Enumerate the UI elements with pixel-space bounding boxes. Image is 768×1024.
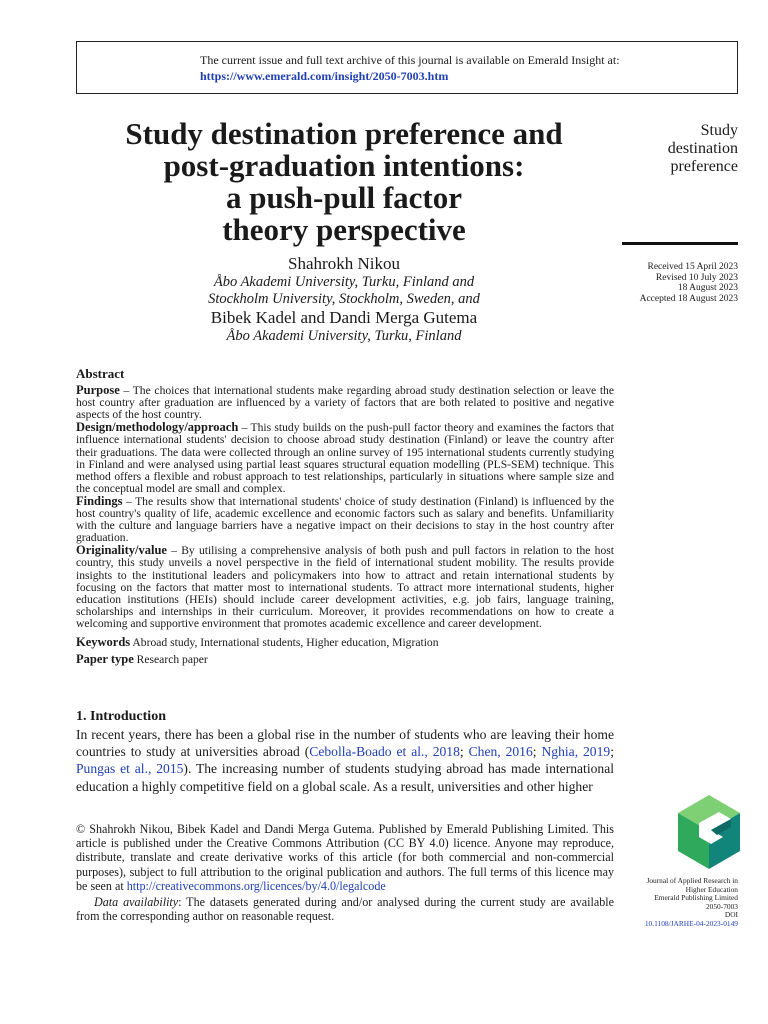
author-name: Bibek Kadel and Dandi Merga Gutema [210,308,478,327]
introduction-heading: 1. Introduction [76,709,166,724]
introduction-section [76,708,614,795]
archive-notice [200,52,620,84]
citation-link[interactable]: Nghia, 2019 [541,744,611,760]
intro-text: ). The increasing number of students studying abroad has made international education a highly competitive field on a global scale. As a result, universities and other higher [76,761,615,794]
author-affiliation: Åbo Akademi University, Turku, Finland [226,328,462,344]
findings-label: Findings [76,493,123,508]
abstract-purpose [76,384,614,421]
journal-name: Higher Education [685,884,738,894]
running-head-line: preference [670,158,738,175]
author-name: Shahrokh Nikou [288,254,400,273]
originality-label: Originality/value [76,543,167,558]
journal-name: Journal of Applied Research in [646,876,738,885]
abstract-originality [76,544,614,630]
paper-type-label: Paper type [76,651,134,666]
citation-separator: ; [610,744,614,760]
copyright-notice [76,822,614,923]
abstract-findings [76,495,614,544]
revised-date: Revised 10 July 2023 [655,272,738,283]
running-head-line: destination [667,140,738,157]
citation-link[interactable]: Cebolla-Boado et al., 2018 [309,744,460,760]
running-head-rule [622,242,738,245]
keywords-text: Abroad study, International students, Higher education, Migration [130,635,439,649]
accepted-date: Accepted 18 August 2023 [639,293,738,304]
design-label: Design/methodology/approach [76,420,239,435]
publisher: Emerald Publishing Limited [654,893,738,903]
author-affiliation: Stockholm University, Stockholm, Sweden, and [208,291,480,307]
running-head [620,122,738,176]
title-line: Study destination preference and [125,116,563,151]
citation-link[interactable]: Chen, 2016 [468,744,533,760]
abstract-design [76,421,614,495]
doi [610,911,738,928]
author-block [76,254,612,345]
journal-logo [675,793,743,871]
abstract-heading: Abstract [76,366,125,381]
journal-info [610,877,738,929]
author-affiliation: Åbo Akademi University, Turku, Finland and [213,274,475,290]
paper-type-text: Research paper [133,652,208,666]
originality-text: – By utilising a comprehensive analysis of both push and pull factors in relation to the host country, this study unveils a novel perspective in the field of international student mobility. The results provide insights to the institutional leaders and policymakers into how to attract and retain international students by focusing on the factors that matter most to international students. To attract more international students, higher education institutions (HEIs) should include career development activities, e.g. job fairs, language training, scholarships and internships in their curriculum. Moreover, it provides recommendations on how to create a welcoming and supportive environment that promotes academic excellence and career development. [76,544,614,630]
keywords [76,634,614,668]
intro-text: In recent years, there has been a global rise in the number of students who are leaving their home countries to study at universities abroad ( [76,727,614,760]
licence-link[interactable]: http://creativecommons.org/licences/by/4.0/legalcode [126,878,386,893]
data-availability-label: Data availability [94,895,179,910]
citation-separator: ; [459,744,469,760]
introduction-paragraph [76,726,614,795]
journal-archive-link[interactable]: https://www.emerald.com/insight/2050-7003.htm [200,69,449,83]
doi-link[interactable]: 10.1108/JARHE-04-2023-0149 [644,918,738,928]
data-availability [76,895,614,923]
citation-link[interactable]: Pungas et al., 2015 [76,761,184,777]
article-dates [600,262,738,304]
received-date: Received 15 April 2023 [647,262,738,272]
purpose-text: – The choices that international students make regarding abroad study destination selection or leave the host country after graduation are influenced by a variety of factors that are both related to positive and negative aspects of the host country. [76,384,614,422]
purpose-label: Purpose [76,383,120,398]
findings-text: – The results show that international students' choice of study destination (Finland) is influenced by the host country's quality of life, academic excellence and economic factors such as salary and benefits. Unfamiliarity with the culture and language barriers have a negative impact on their decisions to stay in the host country after graduation. [76,494,614,545]
design-text: – This study builds on the push-pull factor theory and examines the factors that influence international students' decision to choose abroad study destination (Finland) or leave the country after their graduations. The data were collected through an online survey of 195 international students currently studying in Finland and were analysed using partial least squares structural equation modelling (PLS-SEM) technique. This method offers a flexible and robust approach to test relationships, particularly in situations where sample size and the conceptual model are small and complex. [76,421,614,495]
issn: 2050-7003 [705,901,738,911]
running-head-line: Study [700,122,738,139]
abstract [76,368,614,668]
title-line: a push-pull factor [226,180,462,215]
keywords-label: Keywords [76,634,131,649]
title-line: post-graduation intentions: [163,148,525,183]
copyright-body: © Shahrokh Nikou, Bibek Kadel and Dandi Merga Gutema. Published by Emerald Publishing Limited. This article is published under the Creative Commons Attribution (CC BY 4.0) licence. Anyone may reproduce, distribute, translate and create derivative works of this article (for both commercial and non-commercial purposes), subject to full attribution to the original publication and authors. The full terms of this licence may be seen at [76,822,614,893]
title-line: theory perspective [222,212,466,247]
data-availability-text: : The datasets generated during and/or analysed during the current study are available from the corresponding author on reasonable request. [76,895,614,924]
archive-notice-text: The current issue and full text archive of this journal is available on Emerald Insight at: [200,53,620,67]
copyright-text [76,822,614,893]
article-title [76,118,612,246]
doi-label: DOI [724,910,738,920]
citation-separator: ; [532,744,542,760]
revised-date-2: 18 August 2023 [677,283,738,293]
